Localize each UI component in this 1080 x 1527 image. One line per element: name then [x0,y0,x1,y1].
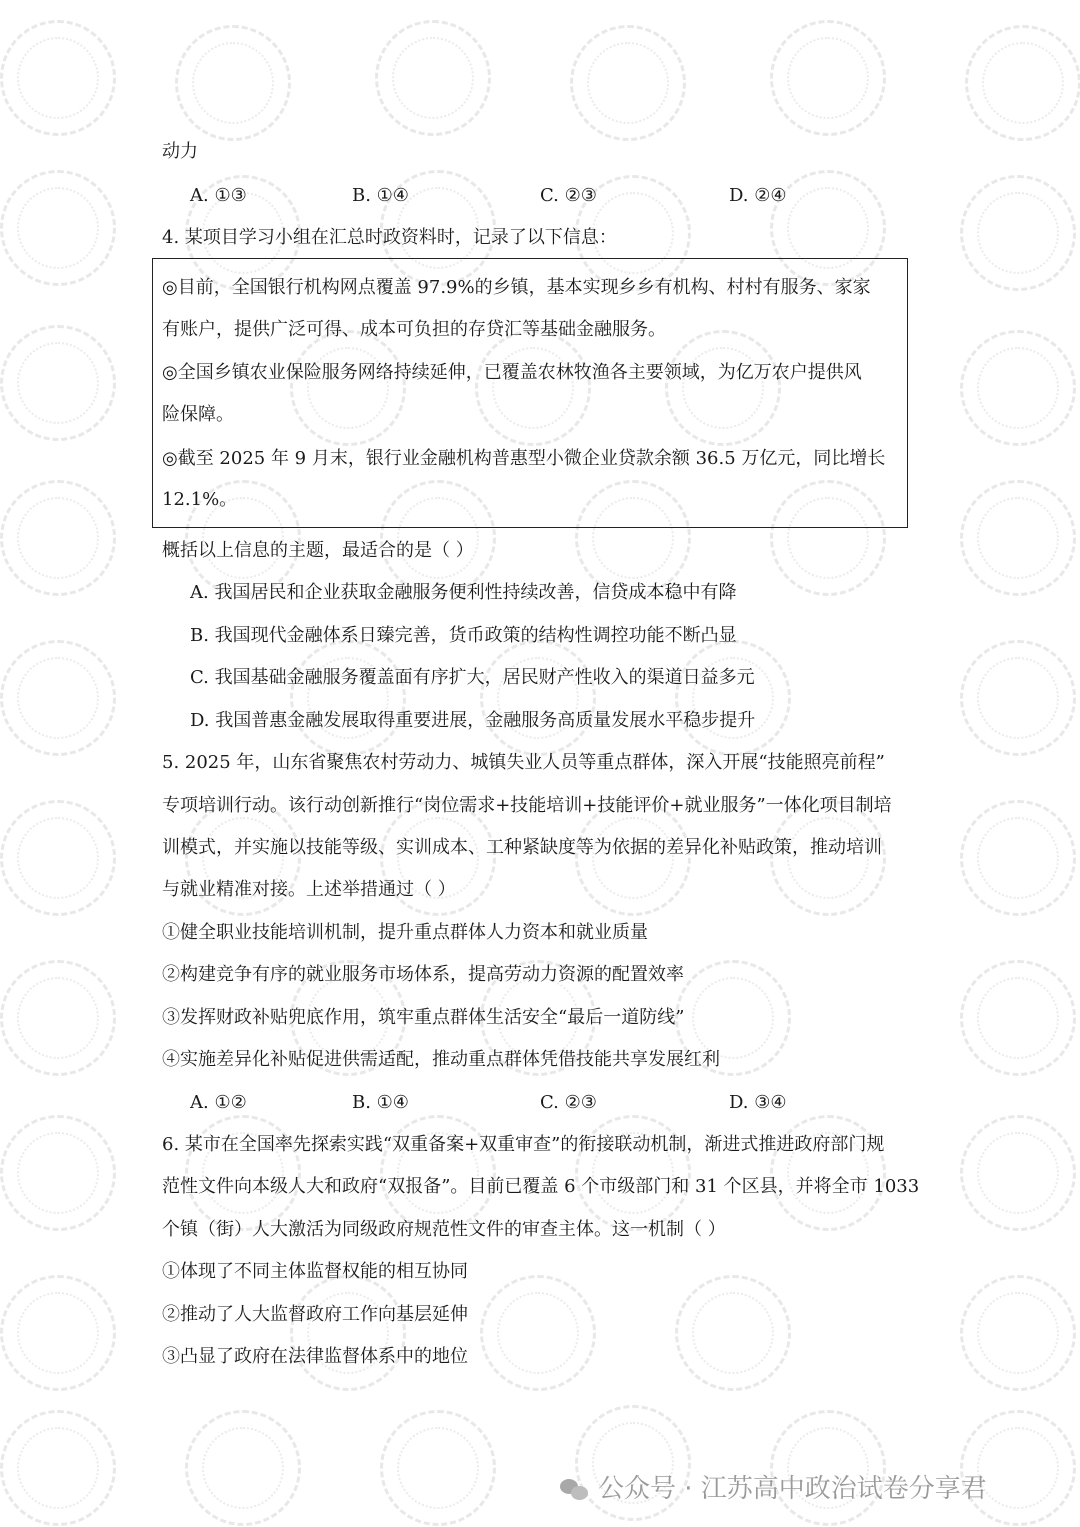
q5-option-a: A. ①② [190,1092,247,1113]
q4-box-line: 有账户，提供广泛可得、成本可负担的存贷汇等基础金融服务。 [162,319,666,340]
q3-option-b: B. ①④ [352,185,409,206]
footer-watermark [560,1468,987,1505]
q6-stem-line: 6. 某市在全国率先探索实践“双重备案+双重审查”的衔接联动机制，渐进式推进政府部门规 [162,1134,885,1155]
watermark-stamp [770,20,886,136]
watermark-stamp [570,25,686,141]
q5-option-c: C. ②③ [540,1092,597,1113]
q4-box-line: ◎截至 2025 年 9 月末，银行业金融机构普惠型小微企业贷款余额 36.5 万亿元，同比增长 [162,448,886,469]
watermark-stamp [960,330,1076,446]
watermark-stamp [675,1275,791,1391]
watermark-stamp [960,800,1076,916]
q5-option-d: D. ③④ [729,1092,787,1113]
q4-option-a: A. 我国居民和企业获取金融服务便利性持续改善，信贷成本稳中有降 [190,582,737,603]
q5-statement-1: ①健全职业技能培训机制，提升重点群体人力资本和就业质量 [162,922,648,943]
q5-statement-2: ②构建竞争有序的就业服务市场体系，提高劳动力资源的配置效率 [162,964,684,985]
q5-stem-line: 5. 2025 年，山东省聚焦农村劳动力、城镇失业人员等重点群体，深入开展“技能照亮前程” [162,752,885,773]
q4-box-line: ◎全国乡镇农业保险服务网络持续延伸，已覆盖农林牧渔各主要领域，为亿万农户提供风 [162,362,862,383]
q4-option-d: D. 我国普惠金融发展取得重要进展，金融服务高质量发展水平稳步提升 [190,710,756,731]
watermark-stamp [185,1410,301,1526]
watermark-stamp [960,480,1076,596]
q4-option-c: C. 我国基础金融服务覆盖面有序扩大，居民财产性收入的渠道日益多元 [190,667,755,688]
watermark-stamp [0,325,116,441]
q5-stem-line: 与就业精准对接。上述举措通过（ ） [162,879,456,900]
watermark-stamp [960,175,1076,291]
q4-box-line: 12.1%。 [162,489,238,510]
watermark-stamp [480,640,596,756]
watermark-stamp [290,1275,406,1391]
watermark-stamp [175,25,291,141]
watermark-stamp [0,1275,116,1391]
watermark-stamp [965,25,1080,141]
q6-statement-2: ②推动了人大监督政府工作向基层延伸 [162,1304,468,1325]
watermark-stamp [0,1115,116,1231]
q5-stem-line: 专项培训行动。该行动创新推行“岗位需求+技能培训+技能评价+就业服务”一体化项目制培 [162,795,892,816]
q3-option-a: A. ①③ [190,185,247,206]
q3-continuation: 动力 [162,141,198,162]
q4-box-line: ◎目前，全国银行机构网点覆盖 97.9%的乡镇，基本实现乡乡有机构、村村有服务、家家 [162,277,871,298]
q4-box-line: 险保障。 [162,404,234,425]
q6-stem-line: 范性文件向本级人大和政府“双报备”。目前已覆盖 6 个市级部门和 31 个区县，并将全市 1033 [162,1176,920,1197]
q4-stem: 4. 某项目学习小组在汇总时政资料时，记录了以下信息： [162,227,617,248]
watermark-stamp [0,480,116,596]
watermark-stamp [290,640,406,756]
watermark-stamp [480,1275,596,1391]
q3-option-d: D. ②④ [729,185,787,206]
watermark-stamp [0,1410,116,1526]
watermark-stamp [675,640,791,756]
watermark-stamp [0,800,116,916]
wechat-icon [560,1479,590,1501]
q5-statement-3: ③发挥财政补贴兜底作用，筑牢重点群体生活安全“最后一道防线” [162,1007,685,1028]
q4-question: 概括以上信息的主题，最适合的是（ ） [162,540,474,561]
watermark-stamp [375,20,491,136]
watermark-stamp [0,640,116,756]
watermark-stamp [960,1115,1076,1231]
watermark-stamp [380,1410,496,1526]
watermark-stamp [960,960,1076,1076]
watermark-stamp [0,20,116,136]
watermark-stamp [960,640,1076,756]
q5-statement-4: ④实施差异化补贴促进供需适配，推动重点群体凭借技能共享发展红利 [162,1049,720,1070]
q5-stem-line: 训模式，并实施以技能等级、实训成本、工种紧缺度等为依据的差异化补贴政策，推动培训 [162,837,882,858]
q5-option-b: B. ①④ [352,1092,409,1113]
q6-statement-3: ③凸显了政府在法律监督体系中的地位 [162,1346,468,1367]
q6-statement-1: ①体现了不同主体监督权能的相互协同 [162,1261,468,1282]
footer-text: 公众号 · 江苏高中政治试卷分享君 [598,1474,987,1504]
q6-stem-line: 个镇（街）人大激活为同级政府规范性文件的审查主体。这一机制（ ） [162,1219,726,1240]
watermark-stamp [0,170,116,286]
q4-option-b: B. 我国现代金融体系日臻完善，货币政策的结构性调控功能不断凸显 [190,625,737,646]
q3-option-c: C. ②③ [540,185,597,206]
watermark-stamp [960,1275,1076,1391]
watermark-stamp [0,960,116,1076]
